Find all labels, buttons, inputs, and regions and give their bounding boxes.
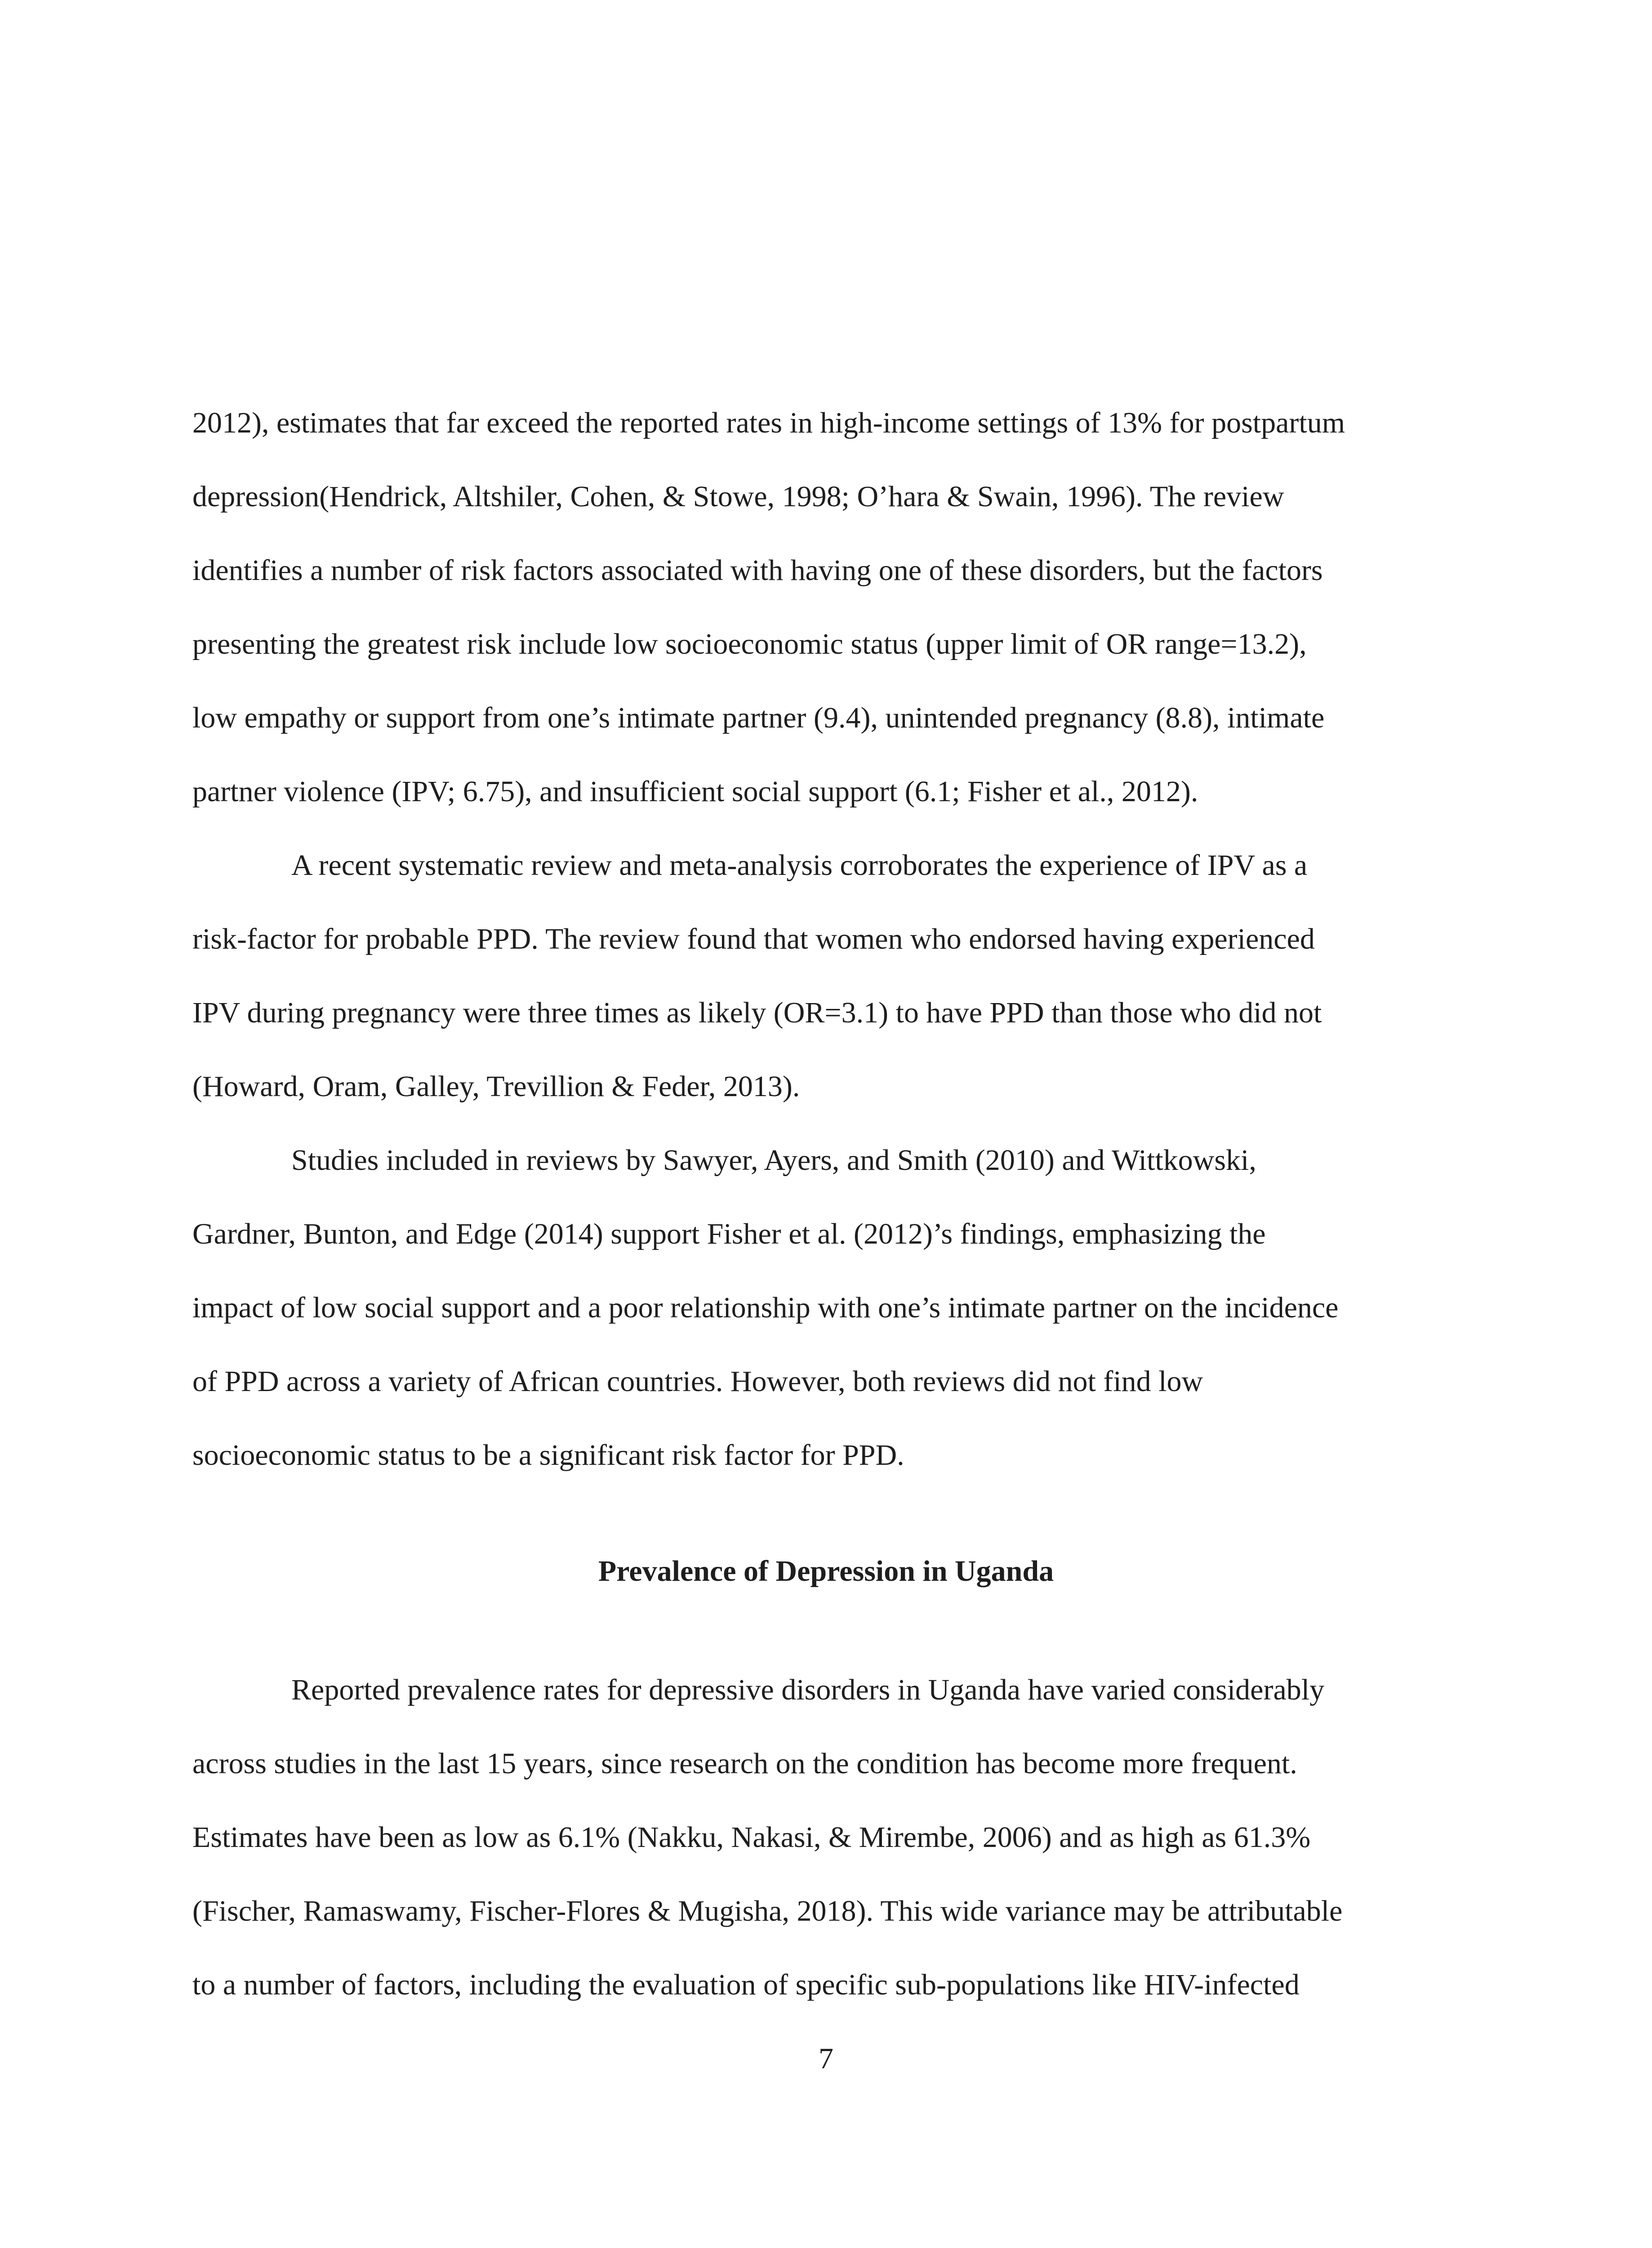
- paragraph-1-line-5: low empathy or support from one’s intimate partner (9.4), unintended pregnancy (8.8), intimate: [192, 701, 1325, 734]
- paragraph-2-line-3: IPV during pregnancy were three times as likely (OR=3.1) to have PPD than those who did not: [192, 996, 1322, 1029]
- paragraph-2-line-2: risk-factor for probable PPD. The review found that women who endorsed having experienced: [192, 923, 1315, 955]
- paragraph-1-line-1: 2012), estimates that far exceed the reported rates in high-income settings of 13% for postpartum: [192, 406, 1345, 439]
- paragraph-1-line-3: identifies a number of risk factors associated with having one of these disorders, but the factors: [192, 554, 1323, 587]
- paragraph-4-line-1: Reported prevalence rates for depressive disorders in Uganda have varied considerably: [291, 1673, 1325, 1706]
- paragraph-2-line-4: (Howard, Oram, Galley, Trevillion & Feder, 2013).: [192, 1070, 800, 1103]
- paragraph-1-line-6: partner violence (IPV; 6.75), and insufficient social support (6.1; Fisher et al., 2012).: [192, 775, 1198, 808]
- paragraph-3-line-3: impact of low social support and a poor relationship with one’s intimate partner on the incidence: [192, 1291, 1339, 1324]
- paragraph-3-line-2: Gardner, Bunton, and Edge (2014) support Fisher et al. (2012)’s findings, emphasizing the: [192, 1218, 1266, 1250]
- paragraph-2-line-1: A recent systematic review and meta-analysis corroborates the experience of IPV as a: [291, 849, 1308, 882]
- paragraph-1-line-2: depression(Hendrick, Altshiler, Cohen, & Stowe, 1998; O’hara & Swain, 1996). The review: [192, 480, 1284, 513]
- section-heading: Prevalence of Depression in Uganda: [598, 1555, 1054, 1588]
- paragraph-4-line-3: Estimates have been as low as 6.1% (Nakku, Nakasi, & Mirembe, 2006) and as high as 61.3%: [192, 1821, 1311, 1854]
- paragraph-4-line-2: across studies in the last 15 years, since research on the condition has become more frequent.: [192, 1747, 1297, 1780]
- page-number: 7: [819, 2042, 833, 2075]
- paragraph-3-line-4: of PPD across a variety of African countries. However, both reviews did not find low: [192, 1365, 1203, 1398]
- paragraph-3-line-5: socioeconomic status to be a significant risk factor for PPD.: [192, 1439, 904, 1472]
- paragraph-4-line-5: to a number of factors, including the evaluation of specific sub-populations like HIV-infected: [192, 1968, 1300, 2001]
- paragraph-3-line-1: Studies included in reviews by Sawyer, Ayers, and Smith (2010) and Wittkowski,: [291, 1144, 1256, 1177]
- paragraph-4-line-4: (Fischer, Ramaswamy, Fischer-Flores & Mugisha, 2018). This wide variance may be attributable: [192, 1895, 1343, 1927]
- paragraph-1-line-4: presenting the greatest risk include low socioeconomic status (upper limit of OR range=13.2),: [192, 628, 1307, 660]
